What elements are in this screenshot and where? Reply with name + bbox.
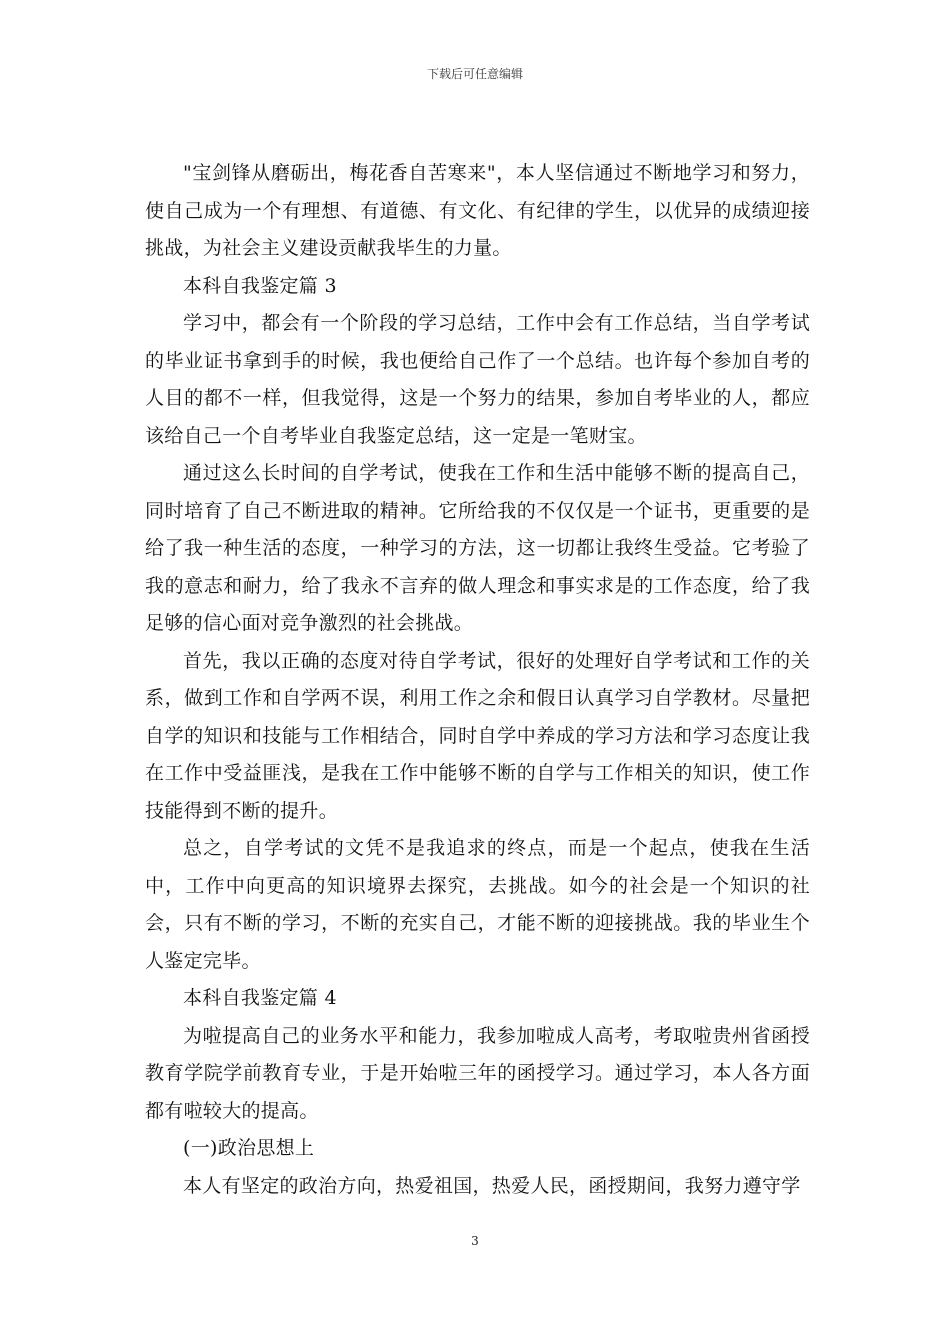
section-heading: 本科自我鉴定篇 3 (183, 274, 337, 297)
paragraph: 学习中，都会有一个阶段的学习总结，工作中会有工作总结，当自学考试的毕业证书拿到手的时候，我也便给自己作了一个总结。也许每个参加自考的人目的都不一样，但我觉得，这是一个努力的结果，参加自考毕业的人，都应该给自己一个自考毕业自我鉴定总结，这一定是一笔财宝。 (145, 312, 810, 447)
page-number: 3 (471, 1234, 479, 1248)
paragraph: 总之，自学考试的文凭不是我追求的终点，而是一个起点，使我在生活中，工作中向更高的知识境界去探究，去挑战。如今的社会是一个知识的社会，只有不断的学习，不断的充实自己，才能不断的迎接挑战。我的毕业生个人鉴定完毕。 (145, 837, 810, 972)
paragraph: 为啦提高自己的业务水平和能力，我参加啦成人高考，考取啦贵州省函授教育学院学前教育专业，于是开始啦三年的函授学习。通过学习，本人各方面都有啦较大的提高。 (145, 1024, 810, 1122)
page-header: 下载后可任意编辑 (426, 67, 523, 81)
document-body (145, 155, 810, 1205)
section-heading: 本科自我鉴定篇 4 (183, 987, 337, 1009)
paragraph: 通过这么长时间的自学考试，使我在工作和生活中能够不断的提高自己，同时培育了自己不断进取的精神。它所给我的不仅仅是一个证书，更重要的是给了我一种生活的态度，一种学习的方法，这一切都让我终生受益。它考验了我的意志和耐力，给了我永不言弃的做人理念和事实求是的工作态度，给了我足够的信心面对竞争激烈的社会挑战。 (145, 462, 810, 634)
paragraph: 本人有坚定的政治方向，热爱祖国，热爱人民，函授期间，我努力遵守学 (183, 1174, 801, 1197)
paragraph: 首先，我以正确的态度对待自学考试，很好的处理好自学考试和工作的关系，做到工作和自学两不误，利用工作之余和假日认真学习自学教材。尽量把自学的知识和技能与工作相结合，同时自学中养成的学习方法和学习态度让我在工作中受益匪浅，是我在工作中能够不断的自学与工作相关的知识，使工作技能得到不断的提升。 (145, 649, 810, 822)
subsection-heading: (一)政治思想上 (183, 1137, 315, 1159)
paragraph: "宝剑锋从磨砺出，梅花香自苦寒来"，本人坚信通过不断地学习和努力，使自己成为一个有理想、有道德、有文化、有纪律的学生，以优异的成绩迎接挑战，为社会主义建设贡献我毕生的力量。 (145, 162, 810, 259)
